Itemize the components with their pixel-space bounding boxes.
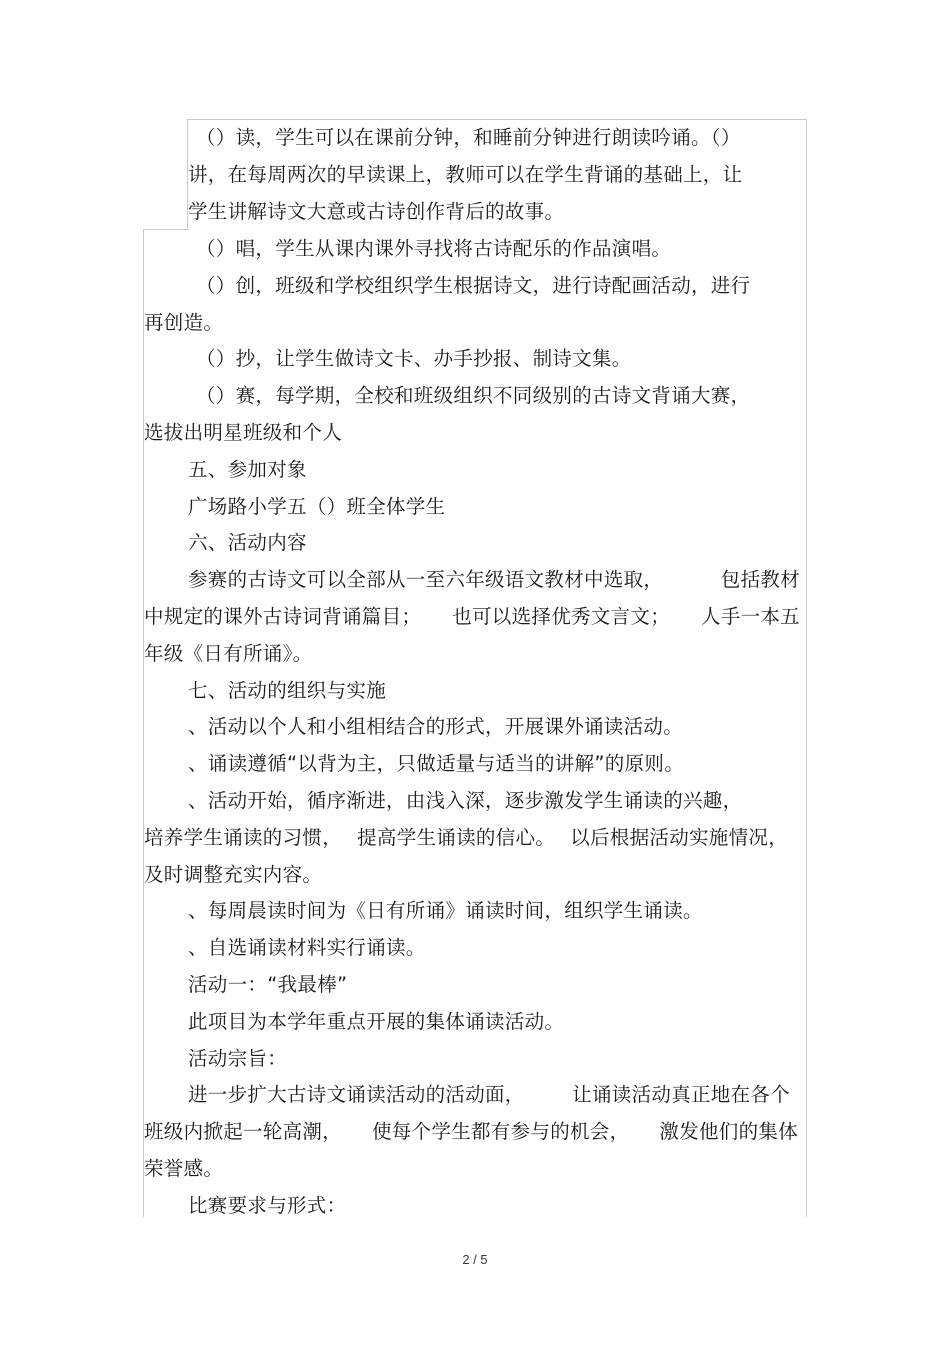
text-line: 年级《日有所诵》。 xyxy=(144,642,313,665)
page-number: 2 / 5 xyxy=(462,1252,488,1267)
text-line: 再创造。 xyxy=(144,311,224,334)
text-segment: 培养学生诵读的习惯， xyxy=(144,826,343,849)
text-segment: 参赛的古诗文可以全部从一至六年级语文教材中选取， xyxy=(188,568,664,591)
section-heading: 七、活动的组织与实施 xyxy=(188,679,387,702)
page-border-top xyxy=(187,119,807,120)
text-line: （）读，学生可以在课前分钟，和睡前分钟进行朗读吟诵。（） xyxy=(196,126,741,149)
text-line: 荣誉感。 xyxy=(144,1157,224,1180)
text-line xyxy=(144,604,800,630)
subheading: 活动宗旨： xyxy=(188,1047,288,1070)
text-segment: 激发他们的集体 xyxy=(659,1120,798,1143)
page-border-left-lower xyxy=(143,229,144,1217)
text-segment: 让诵读活动真正地在各个 xyxy=(572,1083,790,1106)
text-segment: 进一步扩大古诗文诵读活动的活动面， xyxy=(188,1083,525,1106)
text-line: 此项目为本学年重点开展的集体诵读活动。 xyxy=(188,1010,565,1033)
text-line: 、诵读遵循“以背为主，只做适量与适当的讲解”的原则。 xyxy=(188,752,685,775)
text-segment: 也可以选择优秀文言文； xyxy=(452,605,670,628)
activity-title: 活动一：“我最棒” xyxy=(188,973,348,996)
text-segment: 中规定的课外古诗词背诵篇目； xyxy=(144,605,422,628)
text-segment: 使每个学生都有参与的机会， xyxy=(372,1120,630,1143)
section-heading: 六、活动内容 xyxy=(188,531,307,554)
section-heading: 五、参加对象 xyxy=(188,458,307,481)
page-border-right xyxy=(806,119,807,1217)
text-line: 、每周晨读时间为《日有所诵》诵读时间，组织学生诵读。 xyxy=(188,899,703,922)
text-line: （）创，班级和学校组织学生根据诗文，进行诗配画活动，进行 xyxy=(196,274,751,297)
text-line: 、活动开始，循序渐进，由浅入深，逐步激发学生诵读的兴趣， xyxy=(188,789,743,812)
page-border-step xyxy=(143,229,188,230)
text-line: （）抄，让学生做诗文卡、办手抄报、制诗文集。 xyxy=(196,347,632,370)
text-line: 选拔出明星班级和个人 xyxy=(144,421,343,444)
text-line: 学生讲解诗文大意或古诗创作背后的故事。 xyxy=(188,200,565,223)
text-segment: 包括教材 xyxy=(720,568,800,591)
text-line xyxy=(144,825,788,851)
text-segment: 班级内掀起一轮高潮， xyxy=(144,1120,343,1143)
text-line: 、活动以个人和小组相结合的形式，开展课外诵读活动。 xyxy=(188,715,684,738)
text-line: 讲，在每周两次的早读课上，教师可以在学生背诵的基础上，让 xyxy=(188,163,743,186)
subheading: 比赛要求与形式： xyxy=(188,1194,347,1217)
text-line xyxy=(188,1082,790,1108)
text-segment: 提高学生诵读的信心。 xyxy=(357,826,556,849)
text-line xyxy=(144,1119,798,1145)
text-line: （）唱，学生从课内课外寻找将古诗配乐的作品演唱。 xyxy=(196,237,672,260)
text-line: 及时调整充实内容。 xyxy=(144,863,323,886)
text-line: 广场路小学五（）班全体学生 xyxy=(188,495,446,518)
text-segment: 人手一本五 xyxy=(700,605,800,628)
text-segment: 以后根据活动实施情况， xyxy=(570,826,788,849)
text-line: （）赛，每学期，全校和班级组织不同级别的古诗文背诵大赛， xyxy=(196,384,751,407)
text-line xyxy=(188,567,800,593)
text-line: 、自选诵读材料实行诵读。 xyxy=(188,936,426,959)
